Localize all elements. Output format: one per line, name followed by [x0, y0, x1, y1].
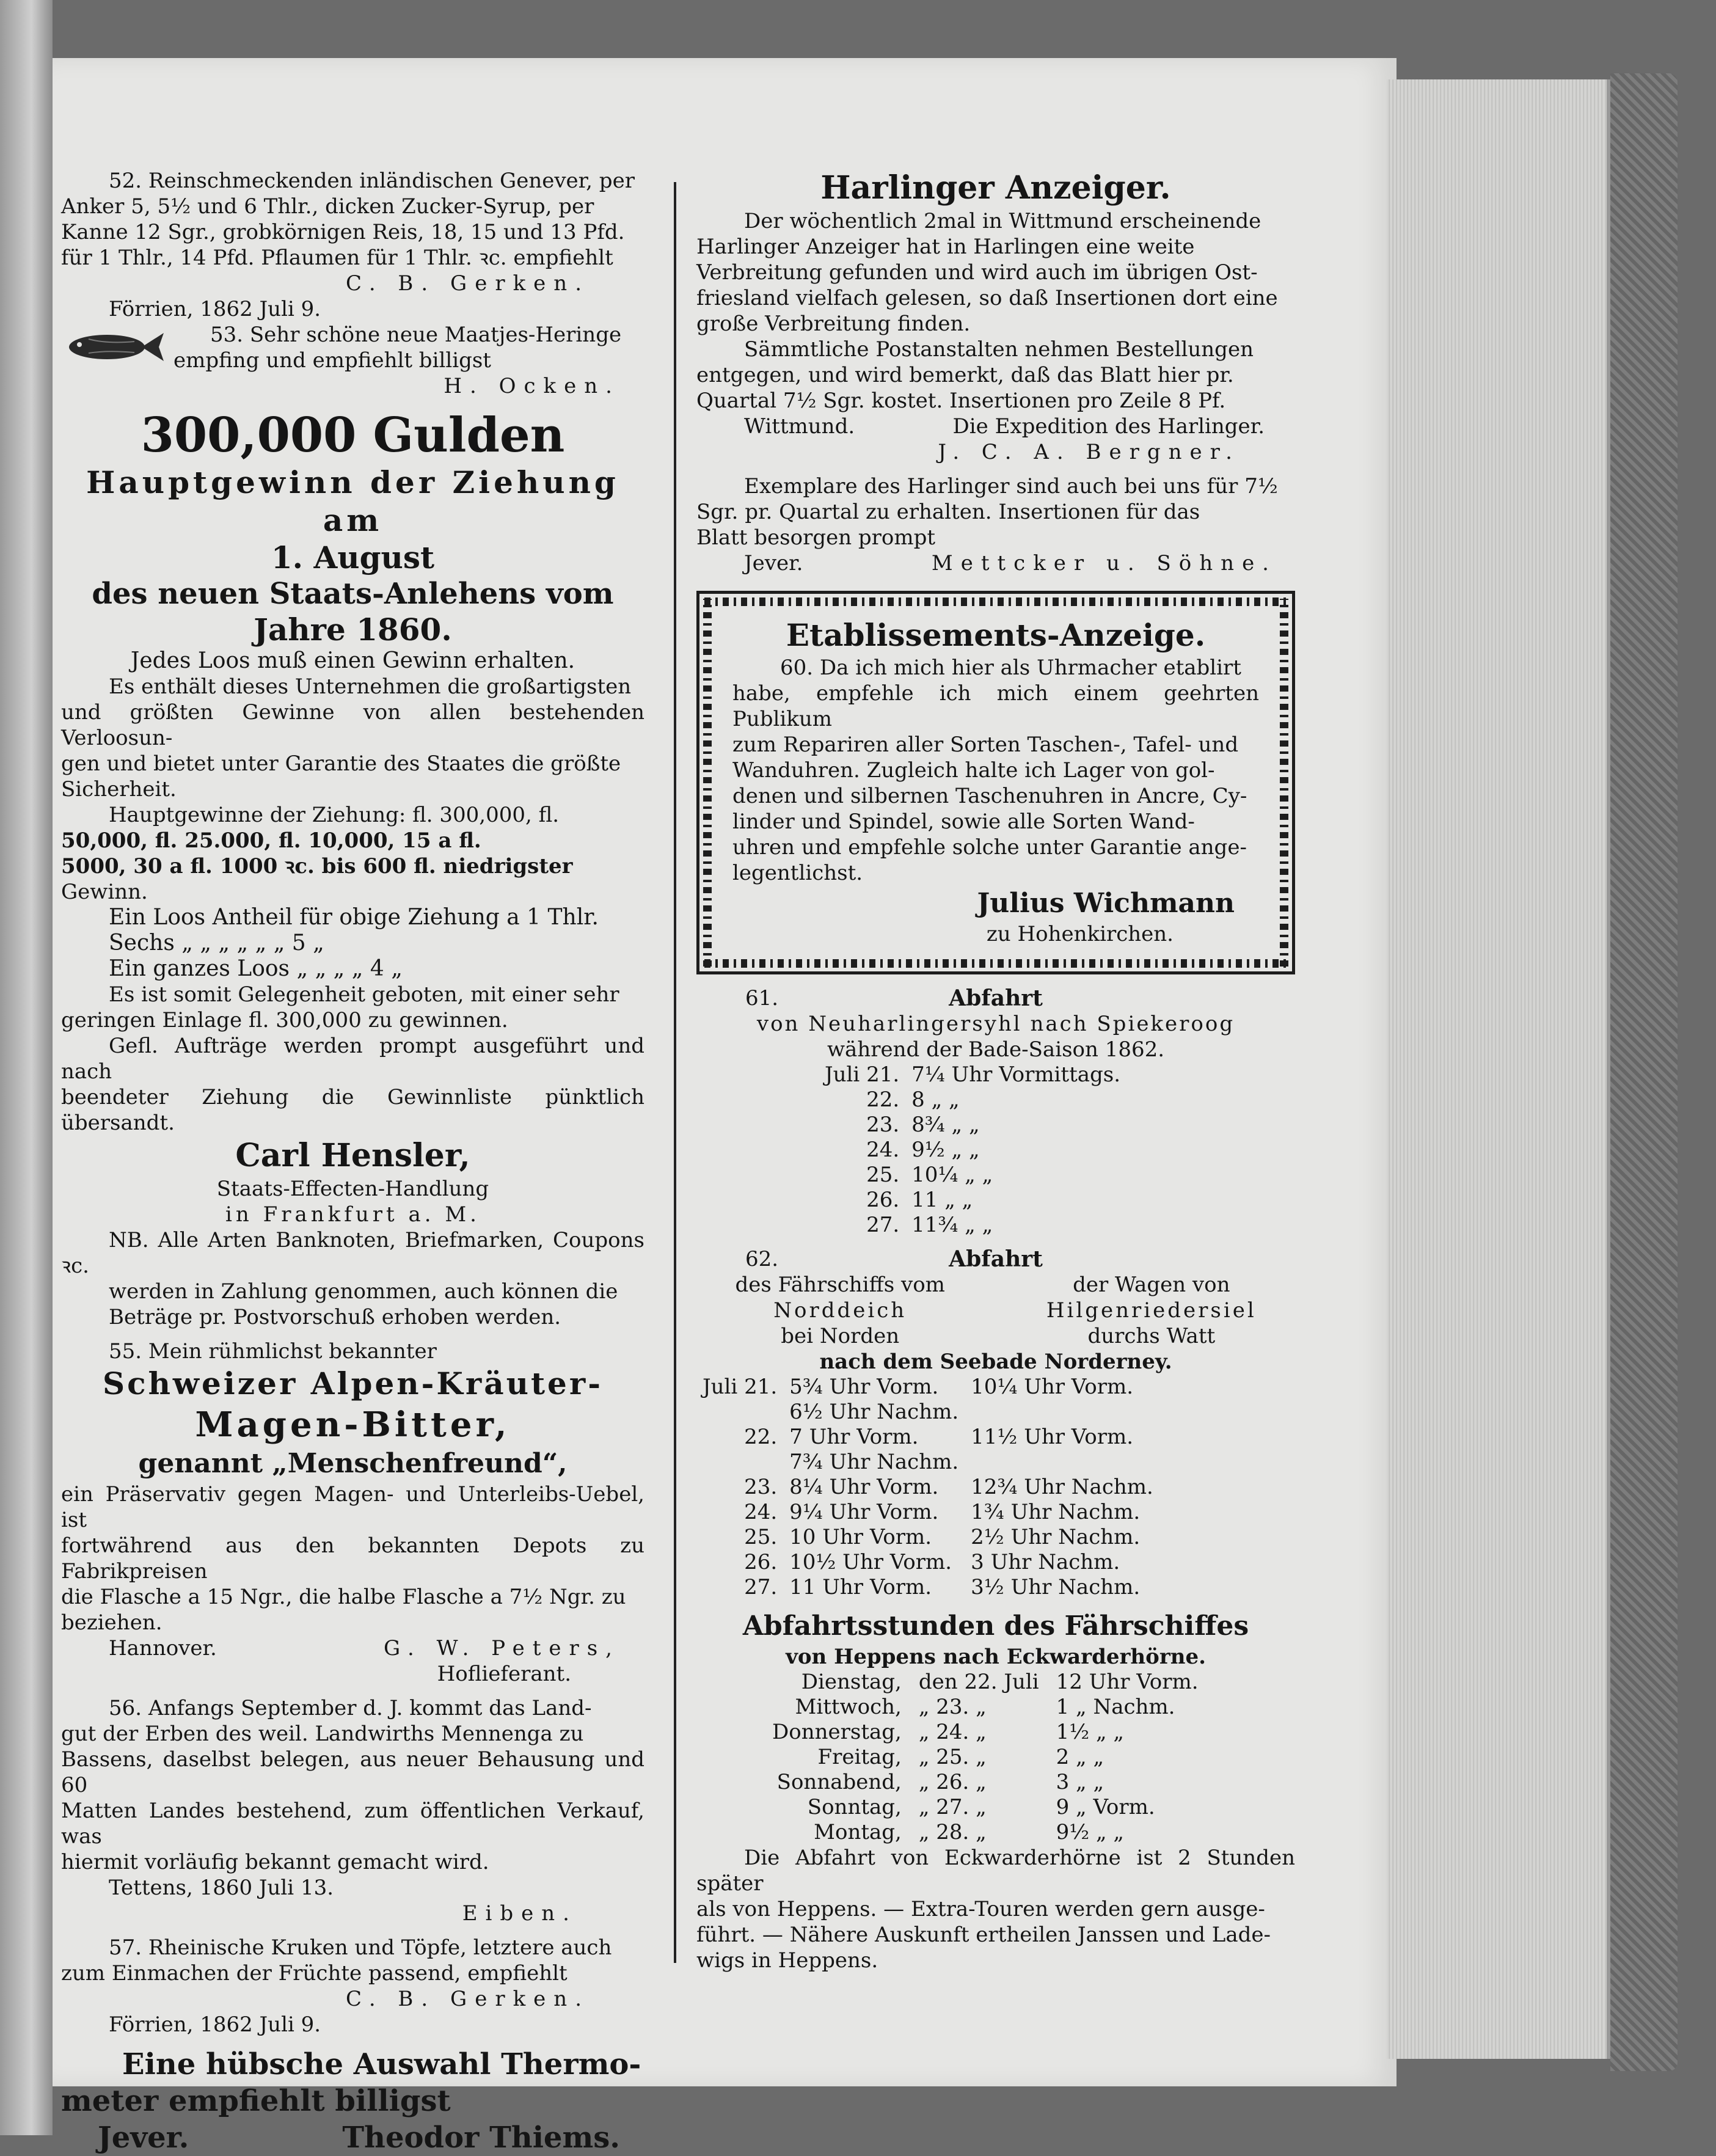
- establishment-title: Etablissements-Anzeige.: [786, 617, 1206, 653]
- schedule-61: [696, 985, 1295, 1238]
- lottery-price: Sechs „ „ „ „ „ „ 5 „: [109, 930, 324, 956]
- greek-key-border: [703, 599, 712, 967]
- ad-56-signature: Eiben.: [462, 1901, 577, 1926]
- ad-57-place: Förrien, 1862 Juli 9.: [109, 2012, 321, 2037]
- book-page-edges: [1387, 79, 1610, 2059]
- ferry-title: Abfahrtsstunden des Fährschiffes: [742, 1610, 1249, 1642]
- ferry-subtitle: von Heppens nach Eckwarderhörne.: [786, 1645, 1206, 1669]
- lottery-line: des neuen Staats-Anlehens vom: [92, 577, 614, 611]
- ad-57-body: zum Einmachen der Früchte passend, empfiehlt: [61, 1961, 568, 1986]
- lottery-price: Ein Loos Antheil für obige Ziehung a 1 Thlr.: [109, 905, 599, 930]
- thermometer-line: meter empfiehlt billigst: [61, 2084, 451, 2118]
- schedule-62-row-cell: 10 Uhr Vorm.: [789, 1525, 932, 1549]
- schedule-61-route: von Neuharlingersyhl nach Spiekeroog: [756, 1012, 1235, 1036]
- thermometer-place: Jever.: [98, 2121, 189, 2155]
- ferry-row-cell: 2 „ „: [1056, 1745, 1104, 1769]
- schedule-61-row-cell: 22.: [866, 1087, 900, 1112]
- establishment-signature-place: zu Hohenkirchen.: [986, 922, 1174, 946]
- schedule-62-row-cell: 6½ Uhr Nachm.: [789, 1400, 959, 1424]
- ad-56-place: Tettens, 1860 Juli 13.: [109, 1876, 334, 1900]
- schedule-61-table: [819, 1062, 1126, 1238]
- harlinger-place: Wittmund.: [744, 414, 855, 439]
- schedule-61-row: [819, 1113, 1126, 1138]
- ferry-row-cell: Sonntag,: [807, 1795, 902, 1819]
- schedule-61-title: Abfahrt: [949, 985, 1043, 1011]
- schedule-62-row-cell: 9¼ Uhr Vorm.: [789, 1500, 939, 1524]
- establishment-body: legentlichst.: [732, 861, 863, 885]
- lottery-nb: Beträge pr. Postvorschuß erhoben werden.: [109, 1305, 561, 1329]
- ad-53: [61, 322, 644, 399]
- schedule-62-col-a: des Fährschiffs vom: [735, 1273, 945, 1297]
- schedule-62-row-cell: [965, 1400, 1159, 1425]
- schedule-61-row: [819, 1062, 1126, 1087]
- lottery-ad: [61, 407, 644, 1330]
- ferry-row-cell: 9½ „ „: [1056, 1820, 1125, 1844]
- schedule-62-row-cell: Juli 21.: [703, 1375, 778, 1399]
- schedule-62-row: [696, 1550, 1159, 1575]
- ad-56-body: Bassens, daselbst belegen, aus neuer Behausung und 60: [61, 1747, 644, 1797]
- harlinger-signature2: Mettcker u. Söhne.: [931, 551, 1277, 576]
- ad-55-intro: 55. Mein rühmlichst bekannter: [109, 1339, 437, 1364]
- ferry-table: [764, 1670, 1207, 1845]
- schedule-61-row-cell: 11 „ „: [911, 1188, 973, 1212]
- establishment-body: 60. Da ich mich hier als Uhrmacher etablirt: [780, 656, 1241, 680]
- schedule-62-row-cell: 22.: [744, 1425, 778, 1449]
- ferry-row-cell: „ 23. „: [918, 1695, 987, 1719]
- ferry-row-cell: Sonnabend,: [776, 1770, 902, 1794]
- schedule-62-row: [696, 1375, 1159, 1400]
- ferry-row: [764, 1745, 1207, 1770]
- schedule-62-row-cell: [696, 1450, 783, 1475]
- ad-53-line: empfing und empfiehlt billigst: [173, 348, 491, 373]
- ad-53-line: 53. Sehr schöne neue Maatjes-Heringe: [210, 323, 622, 347]
- ferry-row: [764, 1695, 1207, 1720]
- lottery-nb: werden in Zahlung genommen, auch können die: [109, 1279, 618, 1304]
- schedule-62-row: [696, 1525, 1159, 1550]
- ferry-row-cell: 12 Uhr Vorm.: [1056, 1670, 1199, 1694]
- schedule-62-row: [696, 1450, 1159, 1475]
- schedule-62-col-b: durchs Watt: [1087, 1324, 1216, 1348]
- schedule-62-row: [696, 1475, 1159, 1500]
- ad-57: [61, 1935, 644, 2037]
- ferry-row-cell: 1 „ Nachm.: [1056, 1695, 1175, 1719]
- ferry-schedule: [696, 1609, 1295, 1973]
- ferry-note: als von Heppens. — Extra-Touren werden gern ausge-: [696, 1897, 1265, 1921]
- schedule-62-row-cell: [696, 1400, 783, 1425]
- schedule-61-number: 61.: [745, 986, 779, 1010]
- ferry-row-cell: Mittwoch,: [795, 1695, 902, 1719]
- adjacent-page-edge: [0, 0, 53, 2135]
- lottery-body: 50,000, fl. 25.000, fl. 10,000, 15 a fl.: [61, 828, 481, 853]
- ferry-row-cell: „ 24. „: [918, 1720, 987, 1744]
- lottery-line: Jahre 1860.: [254, 612, 452, 648]
- establishment-body: denen und silbernen Taschenuhren in Ancre, Cy-: [732, 784, 1247, 808]
- schedule-61-row: [819, 1138, 1126, 1163]
- harlinger-body: entgegen, und wird bemerkt, daß das Blatt hier pr.: [696, 363, 1234, 387]
- ferry-row: [764, 1770, 1207, 1795]
- ad-57-signature: C. B. Gerken.: [346, 1987, 590, 2011]
- schedule-62-row-cell: 3 Uhr Nachm.: [971, 1550, 1120, 1574]
- schedule-62-row-cell: 5¾ Uhr Vorm.: [789, 1375, 939, 1399]
- establishment-body: zum Repariren aller Sorten Taschen-, Tafel- und: [732, 733, 1239, 757]
- harlinger-anzeiger-ad: [696, 168, 1295, 576]
- schedule-62-col-b: Hilgenriedersiel: [1046, 1298, 1257, 1323]
- establishment-signature: Julius Wichmann: [977, 888, 1235, 919]
- ad-56-body: gut der Erben des weil. Landwirths Mennenga zu: [61, 1722, 584, 1746]
- schedule-61-row-cell: Juli 21.: [825, 1062, 900, 1087]
- harlinger-body: Sämmtliche Postanstalten nehmen Bestellungen: [744, 337, 1254, 362]
- schedule-62-row-cell: 25.: [744, 1525, 778, 1549]
- ferry-row: [764, 1670, 1207, 1695]
- schedule-62-table: [696, 1375, 1159, 1600]
- ad-55-body: die Flasche a 15 Ngr., die halbe Flasche a 7½ Ngr. zu: [61, 1585, 626, 1609]
- schedule-62-row-cell: 10¼ Uhr Vorm.: [971, 1375, 1134, 1399]
- lottery-body: und größten Gewinne von allen bestehenden Verloosun-: [61, 700, 644, 750]
- herring-fish-icon: [61, 326, 165, 368]
- schedule-62-row-cell: 8¼ Uhr Vorm.: [789, 1475, 939, 1499]
- thermometer-line: Eine hübsche Auswahl Thermo-: [122, 2047, 641, 2081]
- harlinger-body: Harlinger Anzeiger hat in Harlingen eine weite: [696, 235, 1195, 259]
- lottery-body: Sicherheit.: [61, 777, 177, 802]
- ad-55-name: genannt „Menschenfreund“,: [138, 1448, 568, 1479]
- ferry-row-cell: „ 25. „: [918, 1745, 987, 1769]
- ferry-row-cell: Donnerstag,: [772, 1720, 902, 1744]
- schedule-62-row-cell: [965, 1450, 1159, 1475]
- schedule-62-row-cell: 7¾ Uhr Nachm.: [789, 1450, 959, 1474]
- schedule-61-row-cell: 24.: [866, 1138, 900, 1162]
- schedule-61-row-cell: 9½ „ „: [911, 1138, 980, 1162]
- schedule-62-row-cell: 23.: [744, 1475, 778, 1499]
- harlinger-expedition: Die Expedition des Harlinger.: [952, 414, 1265, 439]
- lottery-body2: beendeter Ziehung die Gewinnliste pünktlich übersandt.: [61, 1085, 644, 1135]
- ad-55: [61, 1339, 644, 1687]
- ad-52-line: Kanne 12 Sgr., grobkörnigen Reis, 18, 15 und 13 Pfd.: [61, 220, 625, 244]
- harlinger-signature: J. C. A. Bergner.: [938, 440, 1240, 464]
- greek-key-border: [704, 959, 1287, 968]
- ad-56: [61, 1695, 644, 1926]
- ad-55-title: Magen-Bitter,: [195, 1405, 511, 1445]
- schedule-61-row: [819, 1087, 1126, 1113]
- schedule-62-title: Abfahrt: [949, 1246, 1043, 1272]
- lottery-body: Es enthält dieses Unternehmen die großartigsten: [109, 674, 632, 699]
- schedule-62-col-a: bei Norden: [781, 1324, 900, 1348]
- schedule-61-row-cell: 8¾ „ „: [911, 1113, 980, 1137]
- schedule-62-row: [696, 1425, 1159, 1450]
- lottery-body: 5000, 30 a fl. 1000 ꝛc. bis 600 fl. niedrigster: [61, 854, 573, 879]
- schedule-61-row: [819, 1163, 1126, 1188]
- left-column: [61, 168, 644, 2156]
- ad-52-line: 52. Reinschmeckenden inländischen Genever, per: [109, 169, 635, 193]
- lottery-firm: Carl Hensler,: [235, 1137, 470, 1174]
- right-column: [696, 168, 1295, 1973]
- ad-55-body: ein Präservativ gegen Magen- und Unterleibs-Uebel, ist: [61, 1482, 644, 1532]
- schedule-62-destination: nach dem Seebade Norderney.: [819, 1350, 1172, 1374]
- ferry-row-cell: 9 „ Vorm.: [1056, 1795, 1155, 1819]
- lottery-body: gen und bietet unter Garantie des Staates die größte: [61, 751, 621, 776]
- lottery-line: Hauptgewinn der Ziehung am: [86, 464, 619, 538]
- book-cover: [1610, 73, 1678, 2071]
- lottery-firm-line: Staats-Effecten-Handlung: [216, 1177, 489, 1201]
- ferry-note: führt. — Nähere Auskunft ertheilen Janssen und Lade-: [696, 1923, 1271, 1947]
- schedule-62-row-cell: 3½ Uhr Nachm.: [971, 1575, 1141, 1599]
- schedule-61-row: [819, 1213, 1126, 1238]
- establishment-body: Wanduhren. Zugleich halte ich Lager von gol-: [732, 758, 1215, 783]
- ad-55-body: beziehen.: [61, 1610, 162, 1635]
- schedule-61-row-cell: 27.: [866, 1213, 900, 1237]
- schedule-62-row: [696, 1400, 1159, 1425]
- ad-55-place: Hannover.: [109, 1636, 217, 1661]
- schedule-62-row-cell: 11½ Uhr Vorm.: [971, 1425, 1134, 1449]
- schedule-61-row-cell: 10¼ „ „: [911, 1163, 993, 1187]
- schedule-61-row-cell: 23.: [866, 1113, 900, 1137]
- ad-55-signature-title: Hoflieferant.: [437, 1662, 571, 1686]
- thermometer-signature: Theodor Thiems.: [342, 2121, 620, 2155]
- lottery-body2: geringen Einlage fl. 300,000 zu gewinnen.: [61, 1008, 508, 1032]
- schedule-61-row-cell: 8 „ „: [911, 1087, 960, 1112]
- ferry-row: [764, 1720, 1207, 1745]
- establishment-body: linder und Spindel, sowie alle Sorten Wand-: [732, 809, 1195, 834]
- harlinger-body2: Sgr. pr. Quartal zu erhalten. Insertionen für das: [696, 500, 1200, 524]
- column-divider: [674, 182, 676, 1963]
- ad-53-signature: H. Ocken.: [444, 374, 620, 398]
- establishment-ad: [715, 610, 1276, 953]
- harlinger-body: große Verbreitung finden.: [696, 312, 971, 336]
- schedule-62-row: [696, 1500, 1159, 1525]
- ad-55-signature: G. W. Peters,: [384, 1636, 620, 1661]
- ferry-row-cell: Freitag,: [817, 1745, 902, 1769]
- establishment-body: habe, empfehle ich mich einem geehrten Publikum: [732, 681, 1259, 731]
- lottery-headline: 300,000 Gulden: [141, 407, 565, 463]
- ad-52-signature: C. B. Gerken.: [346, 271, 590, 296]
- schedule-62-row-cell: 24.: [744, 1500, 778, 1524]
- lottery-price: Ein ganzes Loos „ „ „ „ 4 „: [109, 956, 403, 981]
- schedule-62-number: 62.: [745, 1247, 779, 1271]
- ad-52-place-date: Förrien, 1862 Juli 9.: [109, 297, 321, 321]
- ferry-row-cell: Dienstag,: [801, 1670, 902, 1694]
- schedule-61-row-cell: 7¼ Uhr Vormittags.: [911, 1062, 1121, 1087]
- ferry-row-cell: „ 26. „: [918, 1770, 987, 1794]
- lottery-body: Gewinn.: [61, 880, 148, 904]
- harlinger-body: Verbreitung gefunden und wird auch im übrigen Ost-: [696, 260, 1258, 285]
- establishment-ad-frame: [696, 591, 1295, 974]
- schedule-62-row-cell: 27.: [744, 1575, 778, 1599]
- ferry-row-cell: Montag,: [814, 1820, 902, 1844]
- schedule-62-row-cell: 1¾ Uhr Nachm.: [971, 1500, 1141, 1524]
- ferry-row: [764, 1795, 1207, 1820]
- greek-key-border: [704, 597, 1287, 606]
- ferry-row-cell: 1½ „ „: [1056, 1720, 1125, 1744]
- harlinger-place2: Jever.: [744, 551, 803, 576]
- ad-57-body: 57. Rheinische Kruken und Töpfe, letztere auch: [109, 1935, 612, 1960]
- greek-key-border: [1280, 599, 1288, 967]
- ad-56-body: 56. Anfangs September d. J. kommt das Land-: [109, 1696, 592, 1720]
- harlinger-body2: Exemplare des Harlinger sind auch bei uns für 7½: [744, 474, 1278, 499]
- schedule-61-row-cell: 26.: [866, 1188, 900, 1212]
- ferry-row-cell: „ 27. „: [918, 1795, 987, 1819]
- lottery-nb: NB. Alle Arten Banknoten, Briefmarken, Coupons ꝛc.: [61, 1228, 644, 1278]
- ferry-note: Die Abfahrt von Eckwarderhörne ist 2 Stunden später: [696, 1846, 1295, 1896]
- ferry-row-cell: „ 28. „: [918, 1820, 987, 1844]
- schedule-62-row: [696, 1575, 1159, 1600]
- schedule-61-row-cell: 25.: [866, 1163, 900, 1187]
- ferry-row-cell: den 22. Juli: [918, 1670, 1039, 1694]
- ad-52-line: für 1 Thlr., 14 Pfd. Pflaumen für 1 Thlr. ꝛc. empfiehlt: [61, 246, 613, 270]
- schedule-61-row: [819, 1188, 1126, 1213]
- ad-55-title: Schweizer Alpen-Kräuter-: [103, 1365, 603, 1401]
- lottery-body2: Gefl. Aufträge werden prompt ausgeführt und nach: [61, 1034, 644, 1084]
- schedule-62-col-b: der Wagen von: [1073, 1273, 1230, 1297]
- harlinger-body2: Blatt besorgen prompt: [696, 525, 936, 550]
- harlinger-body: Quartal 7½ Sgr. kostet. Insertionen pro Zeile 8 Pf.: [696, 389, 1226, 413]
- schedule-62-row-cell: 7 Uhr Vorm.: [789, 1425, 919, 1449]
- schedule-62-col-a: Norddeich: [773, 1298, 907, 1323]
- lottery-line: 1. August: [271, 539, 435, 576]
- harlinger-body: Der wöchentlich 2mal in Wittmund erscheinende: [744, 209, 1261, 233]
- schedule-62-row-cell: 11 Uhr Vorm.: [789, 1575, 932, 1599]
- schedule-62-row-cell: 2½ Uhr Nachm.: [971, 1525, 1141, 1549]
- schedule-61-season: während der Bade-Saison 1862.: [827, 1037, 1165, 1062]
- schedule-62-row-cell: 12¾ Uhr Nachm.: [971, 1475, 1153, 1499]
- ferry-note: wigs in Heppens.: [696, 1948, 878, 1973]
- lottery-line: Jedes Loos muß einen Gewinn erhalten.: [130, 648, 575, 673]
- ferry-row: [764, 1820, 1207, 1845]
- schedule-61-row-cell: 11¾ „ „: [911, 1213, 993, 1237]
- thermometer-ad: [61, 2046, 644, 2156]
- lottery-body2: Es ist somit Gelegenheit geboten, mit einer sehr: [109, 982, 619, 1007]
- ad-56-body: hiermit vorläufig bekannt gemacht wird.: [61, 1850, 489, 1874]
- schedule-62-row-cell: 10½ Uhr Vorm.: [789, 1550, 952, 1574]
- harlinger-title: Harlinger Anzeiger.: [820, 169, 1171, 206]
- lottery-body: Hauptgewinne der Ziehung: fl. 300,000, fl.: [109, 803, 560, 827]
- ad-56-body: Matten Landes bestehend, zum öffentlichen Verkauf, was: [61, 1799, 644, 1849]
- schedule-62: [696, 1246, 1295, 1600]
- establishment-body: uhren und empfehle solche unter Garantie ange-: [732, 835, 1247, 860]
- ad-55-body: fortwährend aus den bekannten Depots zu Fabrikpreisen: [61, 1533, 644, 1584]
- harlinger-body: friesland vielfach gelesen, so daß Insertionen dort eine: [696, 286, 1278, 310]
- ad-52: [61, 168, 644, 322]
- schedule-62-row-cell: 26.: [744, 1550, 778, 1574]
- lottery-firm-line: in Frankfurt a. M.: [225, 1202, 480, 1227]
- ad-52-line: Anker 5, 5½ und 6 Thlr., dicken Zucker-Syrup, per: [61, 194, 594, 219]
- ferry-row-cell: 3 „ „: [1056, 1770, 1104, 1794]
